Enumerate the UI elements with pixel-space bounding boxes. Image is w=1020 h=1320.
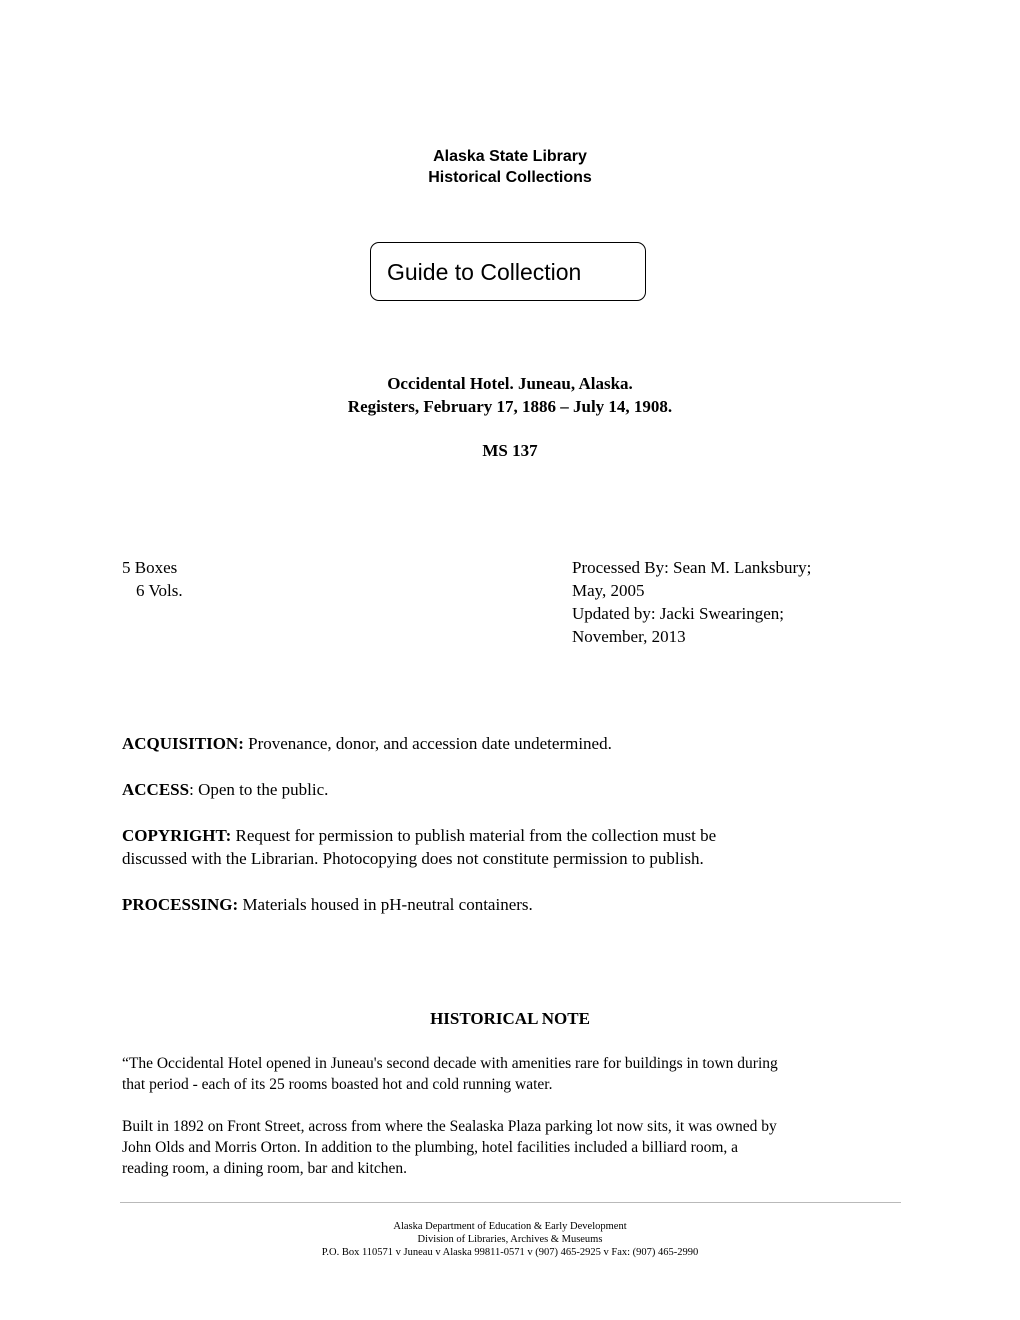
historical-note-paragraph-1 — [122, 1053, 912, 1095]
historical-note-p2-line2: John Olds and Morris Orton. In addition to the plumbing, hotel facilities included a billiard room, a — [122, 1139, 739, 1156]
historical-note-p1-line1: “The Occidental Hotel opened in Juneau's second decade with amenities rare for buildings in town during — [122, 1055, 778, 1072]
library-division: Historical Collections — [428, 169, 592, 186]
copyright-text-line1: Request for permission to publish material from the collection must be — [231, 826, 717, 845]
copyright-text-line2: discussed with the Librarian. Photocopying does not constitute permission to publish. — [122, 849, 704, 868]
extent-block — [122, 556, 183, 602]
extent-vols: 6 Vols. — [136, 581, 183, 600]
footer-division: Division of Libraries, Archives & Museums — [417, 1234, 603, 1245]
collection-title-line2: Registers, February 17, 1886 – July 14, 1908. — [347, 397, 673, 416]
guide-title-box — [370, 242, 646, 301]
footer-divider — [120, 1202, 901, 1203]
access-label: ACCESS — [122, 780, 190, 799]
guide-title: Guide to Collection — [387, 259, 582, 285]
historical-note-p1-line2: that period - each of its 25 rooms boasted hot and cold running water. — [122, 1076, 553, 1093]
collection-title — [0, 372, 1020, 418]
historical-note-heading: HISTORICAL NOTE — [430, 1009, 590, 1028]
processing-section — [122, 893, 912, 916]
library-name: Alaska State Library — [433, 148, 587, 165]
collection-title-line1: Occidental Hotel. Juneau, Alaska. — [387, 374, 633, 393]
access-section — [122, 778, 912, 801]
library-header — [0, 146, 1020, 188]
historical-note-p2-line1: Built in 1892 on Front Street, across from where the Sealaska Plaza parking lot now sits, it was owned by — [122, 1118, 777, 1135]
copyright-section — [122, 824, 912, 870]
acquisition-text: Provenance, donor, and accession date undetermined. — [243, 734, 612, 753]
processing-info-block — [572, 556, 811, 648]
updated-date: November, 2013 — [572, 627, 686, 646]
historical-note-paragraph-2 — [122, 1116, 912, 1179]
processed-date: May, 2005 — [572, 581, 645, 600]
extent-boxes: 5 Boxes — [122, 558, 178, 577]
copyright-label: COPYRIGHT: — [122, 826, 232, 845]
acquisition-section — [122, 732, 912, 755]
processed-by: Processed By: Sean M. Lanksbury; — [572, 558, 812, 577]
footer — [0, 1220, 1020, 1259]
ms-number: MS 137 — [482, 441, 538, 460]
processing-label: PROCESSING: — [122, 895, 239, 914]
updated-by: Updated by: Jacki Swearingen; — [572, 604, 784, 623]
acquisition-label: ACQUISITION: — [122, 734, 244, 753]
footer-department: Alaska Department of Education & Early Development — [393, 1221, 627, 1232]
footer-address: P.O. Box 110571 v Juneau v Alaska 99811-0571 v (907) 465-2925 v Fax: (907) 465-2990 — [321, 1247, 699, 1258]
access-text: : Open to the public. — [189, 780, 329, 799]
processing-text: Materials housed in pH-neutral containers. — [238, 895, 533, 914]
historical-note-p2-line3: reading room, a dining room, bar and kitchen. — [122, 1160, 407, 1177]
